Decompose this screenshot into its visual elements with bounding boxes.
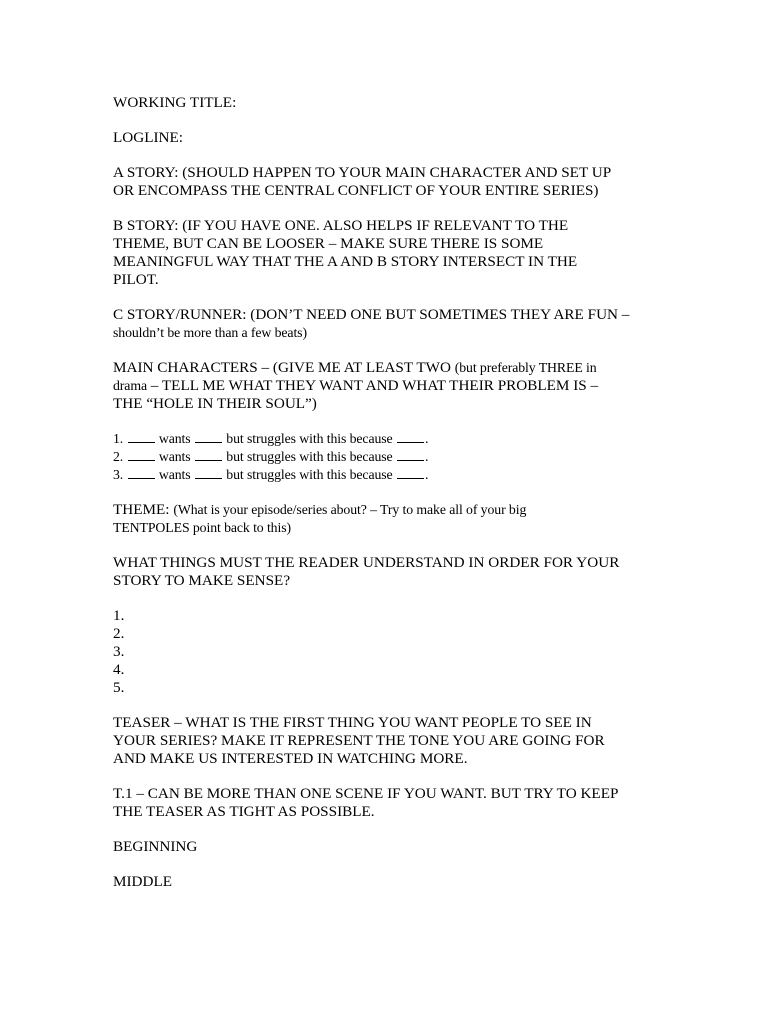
- theme-label: THEME:: [113, 501, 174, 518]
- b-story-line: B STORY: (IF YOU HAVE ONE. ALSO HELPS IF RELEVANT TO THE: [113, 217, 569, 234]
- theme-note: (What is your episode/series about? – Try to make all of your big: [173, 502, 527, 517]
- c-story-section: [113, 306, 673, 342]
- document-content: [113, 94, 673, 908]
- list-item: [113, 430, 673, 448]
- item-number: 2.: [113, 449, 124, 464]
- item-text: but struggles with this because: [226, 431, 393, 446]
- theme-line: [113, 501, 673, 519]
- character-list: [113, 430, 673, 484]
- b-story-line: PILOT.: [113, 271, 159, 288]
- beginning-section: [113, 838, 673, 856]
- list-item: [113, 466, 673, 484]
- main-characters-line: [113, 377, 673, 395]
- list-item: [113, 448, 673, 466]
- b-story-line: MEANINGFUL WAY THAT THE A AND B STORY INTERSECT IN THE: [113, 253, 578, 270]
- list-item: 2.: [113, 625, 125, 642]
- a-story-line: OR ENCOMPASS THE CENTRAL CONFLICT OF YOUR ENTIRE SERIES): [113, 182, 599, 199]
- teaser-section: [113, 714, 673, 768]
- blank-line: [195, 466, 222, 479]
- main-characters-caps: – TELL ME WHAT THEY WANT AND WHAT THEIR PROBLEM IS –: [146, 377, 599, 394]
- working-title-section: [113, 94, 673, 112]
- reader-section: [113, 554, 673, 590]
- main-characters-line: THE “HOLE IN THEIR SOUL”): [113, 395, 317, 412]
- logline-section: [113, 129, 673, 147]
- blank-line: [195, 430, 222, 443]
- item-number: 3.: [113, 467, 124, 482]
- blank-line: [397, 430, 424, 443]
- theme-section: [113, 501, 673, 537]
- main-characters-section: [113, 359, 673, 413]
- logline-label: LOGLINE:: [113, 129, 184, 146]
- teaser-line: YOUR SERIES? MAKE IT REPRESENT THE TONE YOU ARE GOING FOR: [113, 732, 605, 749]
- list-item: 3.: [113, 643, 125, 660]
- reader-list: [113, 607, 673, 697]
- main-characters-note: (but preferably THREE in: [454, 360, 597, 375]
- item-text: but struggles with this because: [226, 467, 393, 482]
- beginning-label: BEGINNING: [113, 838, 198, 855]
- blank-line: [128, 466, 155, 479]
- t1-line: THE TEASER AS TIGHT AS POSSIBLE.: [113, 803, 375, 820]
- t1-line: T.1 – CAN BE MORE THAN ONE SCENE IF YOU WANT. BUT TRY TO KEEP: [113, 785, 619, 802]
- blank-line: [128, 430, 155, 443]
- working-title-label: WORKING TITLE:: [113, 94, 237, 111]
- reader-line: STORY TO MAKE SENSE?: [113, 572, 291, 589]
- blank-line: [397, 466, 424, 479]
- reader-line: WHAT THINGS MUST THE READER UNDERSTAND IN ORDER FOR YOUR: [113, 554, 620, 571]
- middle-section: [113, 873, 673, 891]
- main-characters-note: drama: [113, 378, 147, 393]
- blank-line: [128, 448, 155, 461]
- blank-line: [195, 448, 222, 461]
- item-text: but struggles with this because: [226, 449, 393, 464]
- item-end: .: [424, 449, 429, 464]
- item-text: wants: [158, 431, 191, 446]
- item-number: 1.: [113, 431, 124, 446]
- item-text: wants: [158, 449, 191, 464]
- t1-section: [113, 785, 673, 821]
- item-text: wants: [158, 467, 191, 482]
- main-characters-caps: MAIN CHARACTERS – (GIVE ME AT LEAST TWO: [113, 359, 455, 376]
- teaser-line: AND MAKE US INTERESTED IN WATCHING MORE.: [113, 750, 468, 767]
- item-end: .: [424, 467, 429, 482]
- item-end: .: [424, 431, 429, 446]
- c-story-line: shouldn’t be more than a few beats): [113, 325, 307, 340]
- list-item: 1.: [113, 607, 125, 624]
- a-story-line: A STORY: (SHOULD HAPPEN TO YOUR MAIN CHARACTER AND SET UP: [113, 164, 612, 181]
- blank-line: [397, 448, 424, 461]
- b-story-section: [113, 217, 673, 289]
- a-story-section: [113, 164, 673, 200]
- theme-line: TENTPOLES point back to this): [113, 520, 291, 535]
- teaser-line: TEASER – WHAT IS THE FIRST THING YOU WANT PEOPLE TO SEE IN: [113, 714, 592, 731]
- c-story-line: C STORY/RUNNER: (DON’T NEED ONE BUT SOMETIMES THEY ARE FUN –: [113, 306, 630, 323]
- b-story-line: THEME, BUT CAN BE LOOSER – MAKE SURE THERE IS SOME: [113, 235, 544, 252]
- main-characters-line: [113, 359, 673, 377]
- list-item: 5.: [113, 679, 125, 696]
- list-item: 4.: [113, 661, 125, 678]
- middle-label: MIDDLE: [113, 873, 173, 890]
